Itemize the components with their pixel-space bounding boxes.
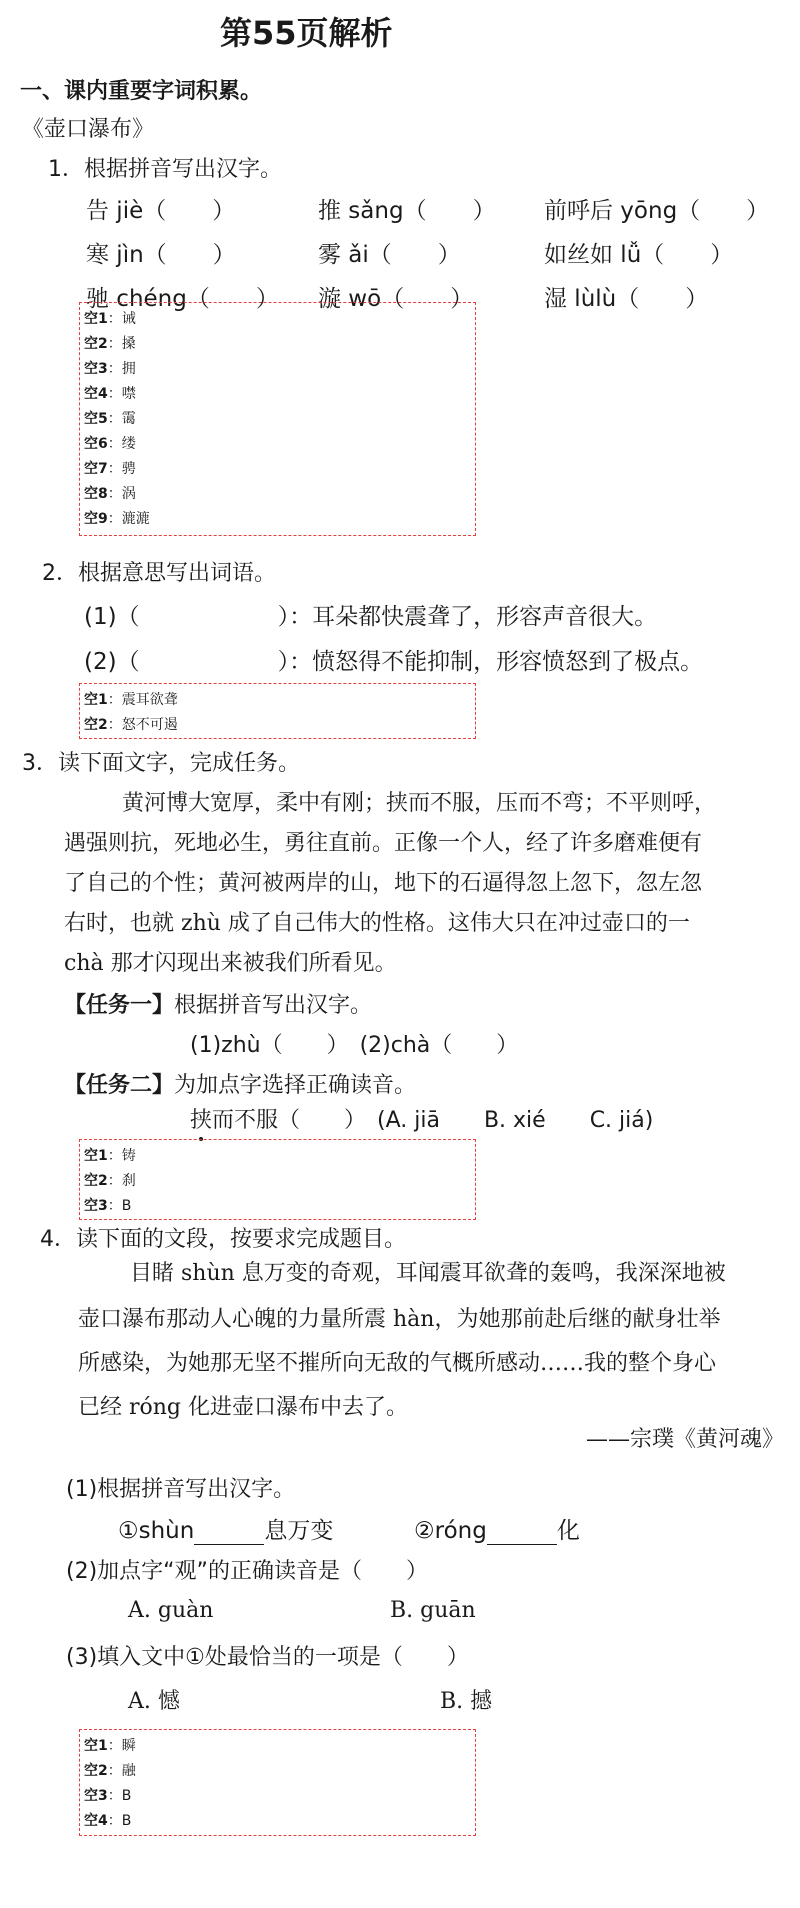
answer-box	[79, 683, 476, 739]
answer-value: B	[121, 1198, 132, 1214]
q1-item: 寒 jìn（ ）	[86, 242, 236, 268]
answer-label: 空3	[84, 361, 108, 377]
sub-1-blank-a	[118, 1512, 333, 1545]
q1-item: 雾 ǎi（ ）	[318, 242, 461, 268]
answer-row: 空2：搡	[84, 336, 136, 352]
answer-label: 空4	[84, 1813, 108, 1829]
answer-label: 空2	[84, 1763, 108, 1779]
passage-line: 已经 róng 化进壶口瀑布中去了。	[78, 1395, 409, 1420]
task-1-blanks: (1)zhù（ ） (2)chà（ ）	[190, 1033, 519, 1058]
answer-value: 霭	[121, 411, 136, 427]
answer-value: 融	[121, 1763, 136, 1779]
answer-row: 空2：融	[84, 1763, 136, 1779]
q2-item: (2)（ ）：愤怒得不能抑制，形容愤怒到了极点。	[84, 649, 704, 675]
answer-label: 空2	[84, 336, 108, 352]
fill-blank	[194, 1522, 264, 1545]
sub-1-blank-b	[414, 1512, 580, 1545]
q2-item: (1)（ ）：耳朵都快震聋了，形容声音很大。	[84, 604, 658, 630]
sub-question-1: (1)根据拼音写出汉字。	[66, 1477, 296, 1502]
answer-box	[79, 1139, 476, 1220]
answer-value: 拥	[121, 361, 136, 377]
passage-line: chà 那才闪现出来被我们所看见。	[64, 951, 397, 976]
answer-row: 空2：刹	[84, 1173, 136, 1189]
answer-value: 漉漉	[121, 511, 150, 527]
answer-row: 空4：B	[84, 1813, 132, 1829]
passage-line: 所感染，为她那无坚不摧所向无敌的气概所感动……我的整个身心	[78, 1351, 717, 1376]
answer-value: 刹	[121, 1173, 136, 1189]
passage-line: 目睹 shùn 息万变的奇观，耳闻震耳欲聋的轰鸣，我深深地被	[130, 1261, 726, 1286]
question-3-prompt: 3．读下面文字，完成任务。	[22, 751, 300, 776]
answer-label: 空6	[84, 436, 108, 452]
task-2-options: 而不服（ ） (A. jiā B. xié C. jiá)	[212, 1108, 654, 1133]
answer-value: 震耳欲聋	[121, 692, 178, 708]
answer-row: 空3：B	[84, 1788, 132, 1804]
answer-value: 瞬	[121, 1738, 136, 1754]
passage-line: 右时，也就 zhù 成了自己伟大的性格。这伟大只在冲过壶口的一	[64, 911, 690, 936]
q1-item: 告 jiè（ ）	[86, 198, 236, 224]
answer-value: 噤	[121, 386, 136, 402]
pinyin: ①shùn	[118, 1518, 195, 1544]
option-a: A. guàn	[128, 1598, 214, 1623]
sub-question-3: (3)填入文中①处最恰当的一项是（ ）	[66, 1645, 469, 1670]
answer-row: 空2：怒不可遏	[84, 717, 178, 733]
answer-value: B	[121, 1788, 132, 1804]
answer-row: 空7：骋	[84, 461, 136, 477]
answer-row: 空1：震耳欲聋	[84, 692, 178, 708]
fill-blank	[487, 1522, 557, 1545]
answer-label: 空5	[84, 411, 108, 427]
answer-label: 空7	[84, 461, 108, 477]
section-heading: 一、课内重要字词积累。	[20, 79, 263, 104]
answer-row: 空3：拥	[84, 361, 136, 377]
answer-row: 空3：B	[84, 1198, 132, 1214]
q1-item: 湿 lùlù（ ）	[544, 286, 709, 312]
answer-label: 空1	[84, 692, 108, 708]
task-2-question	[190, 1103, 653, 1134]
answer-value: 涡	[121, 486, 136, 502]
pinyin: ②róng	[414, 1518, 487, 1544]
lesson-title: 《壶口瀑布》	[22, 117, 155, 142]
task-label: 【任务二】	[64, 1073, 175, 1098]
word-tail: 化	[556, 1518, 580, 1544]
task-label: 【任务一】	[64, 993, 175, 1018]
task-1	[64, 988, 372, 1019]
answer-value: 怒不可遏	[121, 717, 178, 733]
answer-value: 缕	[121, 436, 136, 452]
source-citation: ——宗璞《黄河魂》	[586, 1427, 785, 1452]
option-b: B. guān	[390, 1598, 476, 1623]
question-2-prompt: 2．根据意思写出词语。	[42, 561, 276, 586]
passage-line: 黄河博大宽厚，柔中有刚；挟而不服，压而不弯；不平则呼，	[122, 791, 717, 816]
answer-row: 空1：诫	[84, 311, 136, 327]
q1-item: 驰 chéng（ ）	[86, 286, 279, 312]
passage-line: 了自己的个性；黄河被两岸的山，地下的石逼得忽上忽下，忽左忽	[64, 871, 703, 896]
question-1-prompt: 1．根据拼音写出汉字。	[48, 157, 282, 182]
passage-line: 遇强则抗，死地必生，勇往直前。正像一个人，经了许多磨难便有	[64, 831, 703, 856]
answer-label: 空1	[84, 1148, 108, 1164]
answer-row: 空4：噤	[84, 386, 136, 402]
task-text: 为加点字选择正确读音。	[174, 1073, 417, 1098]
answer-value: 铸	[121, 1148, 136, 1164]
sub-question-2: (2)加点字“观”的正确读音是（ ）	[66, 1559, 428, 1584]
answer-label: 空1	[84, 311, 108, 327]
task-2	[64, 1068, 416, 1099]
answer-row: 空8：涡	[84, 486, 136, 502]
answer-value: 骋	[121, 461, 136, 477]
answer-label: 空4	[84, 386, 108, 402]
answer-label: 空1	[84, 1738, 108, 1754]
option-b: B. 撼	[440, 1689, 493, 1714]
answer-label: 空3	[84, 1788, 108, 1804]
answer-box	[79, 1729, 476, 1836]
answer-label: 空3	[84, 1198, 108, 1214]
answer-row: 空1：铸	[84, 1148, 136, 1164]
answer-label: 空9	[84, 511, 108, 527]
answer-row: 空9：漉漉	[84, 511, 150, 527]
answer-label: 空2	[84, 1173, 108, 1189]
answer-row: 空5：霭	[84, 411, 136, 427]
answer-value: B	[121, 1813, 132, 1829]
q1-item: 漩 wō（ ）	[318, 286, 474, 312]
question-4-prompt: 4．读下面的文段，按要求完成题目。	[40, 1227, 406, 1252]
answer-row: 空1：瞬	[84, 1738, 136, 1754]
dotted-character: 挟	[190, 1108, 213, 1133]
answer-value: 搡	[121, 336, 136, 352]
answer-label: 空8	[84, 486, 108, 502]
q1-item: 前呼后 yōng（ ）	[544, 198, 770, 224]
word-tail: 息万变	[264, 1518, 334, 1544]
answer-box	[79, 302, 476, 536]
passage-line: 壶口瀑布那动人心魄的力量所震 hàn，为她那前赴后继的献身壮举	[78, 1307, 721, 1332]
answer-value: 诫	[121, 311, 136, 327]
answer-label: 空2	[84, 717, 108, 733]
q1-item: 推 sǎng（ ）	[318, 198, 496, 224]
page-title: 第55页解析	[220, 14, 393, 52]
q1-item: 如丝如 lǚ（ ）	[544, 242, 734, 268]
answer-row: 空6：缕	[84, 436, 136, 452]
option-a: A. 憾	[128, 1689, 180, 1714]
task-text: 根据拼音写出汉字。	[174, 993, 373, 1018]
